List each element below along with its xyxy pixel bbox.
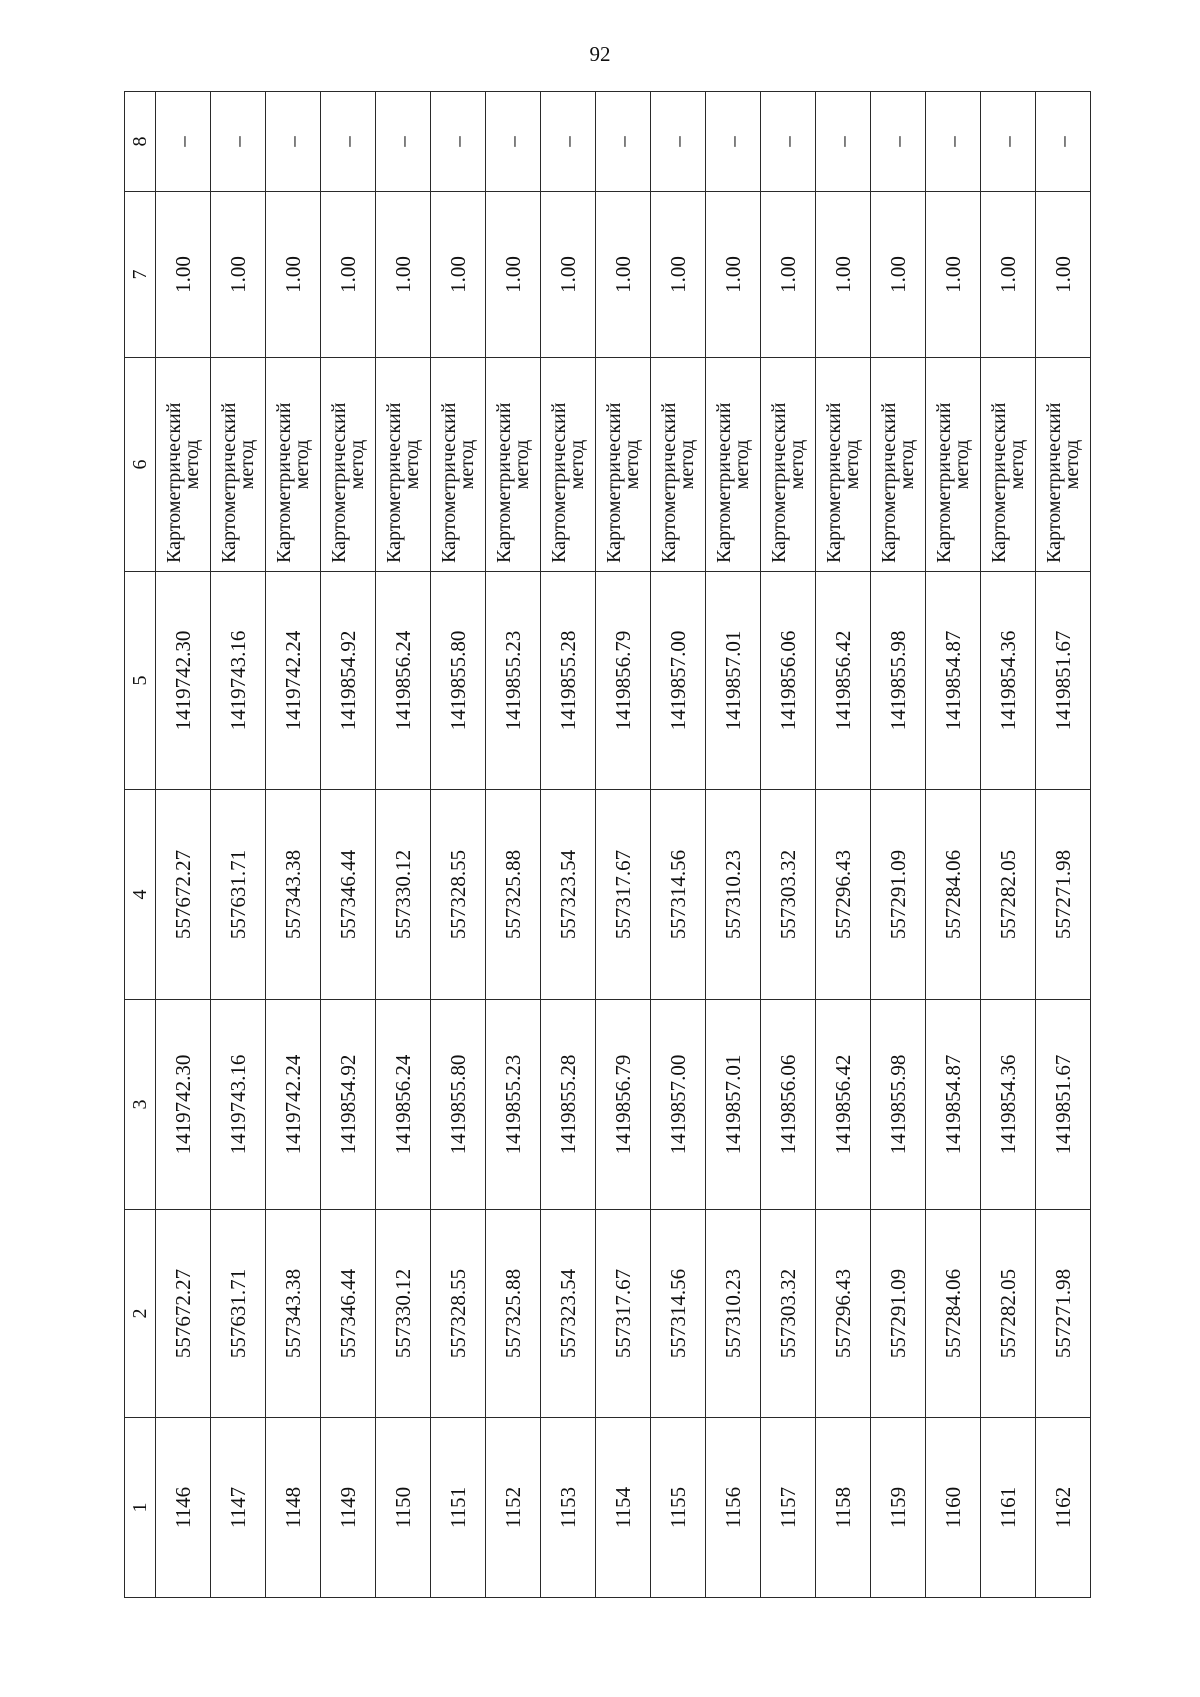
table-cell-col-3: 1419855.28	[541, 1000, 596, 1210]
column-header-6: 6	[125, 358, 156, 572]
coordinates-table-container	[124, 92, 1083, 1598]
table-cell-col-6	[376, 358, 431, 572]
table-cell-col-7: 1.00	[431, 192, 486, 358]
method-line-1: Картометрический	[988, 402, 1010, 563]
table-row	[321, 92, 376, 1598]
table-cell-col-8: –	[926, 92, 981, 192]
table-cell-col-8: –	[706, 92, 761, 192]
table-cell-col-6	[981, 358, 1036, 572]
table-cell-col-8: –	[596, 92, 651, 192]
table-cell-col-3: 1419742.30	[156, 1000, 211, 1210]
table-cell-col-7: 1.00	[376, 192, 431, 358]
table-cell-col-7: 1.00	[266, 192, 321, 358]
method-line-1: Картометрический	[163, 402, 185, 563]
table-cell-col-4: 557631.71	[211, 790, 266, 1000]
method-line-2: метод	[621, 439, 643, 490]
table-cell-col-8: –	[376, 92, 431, 192]
method-line-1: Картометрический	[1043, 402, 1065, 563]
table-cell-col-4: 557303.32	[761, 790, 816, 1000]
table-cell-col-4: 557310.23	[706, 790, 761, 1000]
table-cell-col-5: 1419856.06	[761, 572, 816, 790]
table-cell-col-3: 1419743.16	[211, 1000, 266, 1210]
table-cell-col-7: 1.00	[211, 192, 266, 358]
method-line-2: метод	[786, 439, 808, 490]
table-cell-col-1: 1156	[706, 1418, 761, 1598]
table-cell-col-7: 1.00	[651, 192, 706, 358]
table-row	[926, 92, 981, 1598]
table-cell-col-5: 1419857.00	[651, 572, 706, 790]
table-cell-col-3: 1419857.00	[651, 1000, 706, 1210]
table-cell-col-7: 1.00	[321, 192, 376, 358]
method-line-1: Картометрический	[658, 402, 680, 563]
table-cell-col-7: 1.00	[981, 192, 1036, 358]
table-cell-col-8: –	[266, 92, 321, 192]
table-row	[761, 92, 816, 1598]
table-cell-col-6	[266, 358, 321, 572]
table-cell-col-2: 557310.23	[706, 1210, 761, 1418]
table-cell-col-4: 557343.38	[266, 790, 321, 1000]
table-cell-col-3: 1419856.06	[761, 1000, 816, 1210]
coordinates-table	[124, 91, 1091, 1598]
table-cell-col-1: 1158	[816, 1418, 871, 1598]
table-header	[125, 92, 156, 1598]
table-row	[596, 92, 651, 1598]
table-cell-col-4: 557282.05	[981, 790, 1036, 1000]
column-header-3: 3	[125, 1000, 156, 1210]
method-line-2: метод	[951, 439, 973, 490]
table-cell-col-7: 1.00	[871, 192, 926, 358]
table-cell-col-4: 557314.56	[651, 790, 706, 1000]
table-cell-col-4: 557284.06	[926, 790, 981, 1000]
table-cell-col-2: 557284.06	[926, 1210, 981, 1418]
table-cell-col-1: 1147	[211, 1418, 266, 1598]
table-cell-col-5: 1419851.67	[1036, 572, 1091, 790]
method-line-1: Картометрический	[603, 402, 625, 563]
table-cell-col-2: 557282.05	[981, 1210, 1036, 1418]
table-cell-col-2: 557672.27	[156, 1210, 211, 1418]
column-header-2: 2	[125, 1210, 156, 1418]
method-line-2: метод	[841, 439, 863, 490]
table-cell-col-8: –	[1036, 92, 1091, 192]
table-cell-col-2: 557328.55	[431, 1210, 486, 1418]
table-cell-col-4: 557291.09	[871, 790, 926, 1000]
table-row	[816, 92, 871, 1598]
table-cell-col-7: 1.00	[761, 192, 816, 358]
method-line-1: Картометрический	[768, 402, 790, 563]
table-cell-col-5: 1419854.87	[926, 572, 981, 790]
table-cell-col-6	[596, 358, 651, 572]
table-cell-col-6	[871, 358, 926, 572]
table-cell-col-5: 1419857.01	[706, 572, 761, 790]
table-cell-col-8: –	[651, 92, 706, 192]
table-cell-col-3: 1419854.87	[926, 1000, 981, 1210]
table-cell-col-5: 1419742.24	[266, 572, 321, 790]
table-cell-col-1: 1154	[596, 1418, 651, 1598]
table-cell-col-6	[761, 358, 816, 572]
method-line-1: Картометрический	[218, 402, 240, 563]
table-row	[706, 92, 761, 1598]
table-cell-col-7: 1.00	[706, 192, 761, 358]
method-line-2: метод	[1006, 439, 1028, 490]
table-cell-col-4: 557330.12	[376, 790, 431, 1000]
method-line-2: метод	[236, 439, 258, 490]
method-line-2: метод	[511, 439, 533, 490]
method-line-1: Картометрический	[548, 402, 570, 563]
table-cell-col-3: 1419855.98	[871, 1000, 926, 1210]
column-header-4: 4	[125, 790, 156, 1000]
table-row	[871, 92, 926, 1598]
table-cell-col-4: 557346.44	[321, 790, 376, 1000]
table-cell-col-8: –	[486, 92, 541, 192]
method-line-2: метод	[291, 439, 313, 490]
table-cell-col-4: 557328.55	[431, 790, 486, 1000]
table-cell-col-2: 557296.43	[816, 1210, 871, 1418]
table-cell-col-5: 1419855.80	[431, 572, 486, 790]
table-cell-col-1: 1150	[376, 1418, 431, 1598]
table-cell-col-7: 1.00	[596, 192, 651, 358]
method-line-2: метод	[346, 439, 368, 490]
table-cell-col-5: 1419856.79	[596, 572, 651, 790]
table-cell-col-3: 1419854.92	[321, 1000, 376, 1210]
table-cell-col-8: –	[871, 92, 926, 192]
table-row	[1036, 92, 1091, 1598]
table-cell-col-5: 1419856.42	[816, 572, 871, 790]
column-header-1: 1	[125, 1418, 156, 1598]
table-cell-col-2: 557330.12	[376, 1210, 431, 1418]
page-number: 92	[589, 42, 611, 66]
table-cell-col-7: 1.00	[486, 192, 541, 358]
table-row	[651, 92, 706, 1598]
table-cell-col-1: 1159	[871, 1418, 926, 1598]
table-cell-col-3: 1419855.23	[486, 1000, 541, 1210]
table-cell-col-1: 1152	[486, 1418, 541, 1598]
table-row	[156, 92, 211, 1598]
table-cell-col-3: 1419856.24	[376, 1000, 431, 1210]
table-cell-col-2: 557291.09	[871, 1210, 926, 1418]
column-header-8: 8	[125, 92, 156, 192]
table-cell-col-1: 1160	[926, 1418, 981, 1598]
method-line-1: Картометрический	[328, 402, 350, 563]
table-cell-col-8: –	[541, 92, 596, 192]
method-line-1: Картометрический	[383, 402, 405, 563]
table-cell-col-8: –	[156, 92, 211, 192]
table-cell-col-6	[541, 358, 596, 572]
table-cell-col-1: 1149	[321, 1418, 376, 1598]
table-cell-col-8: –	[761, 92, 816, 192]
table-cell-col-5: 1419855.23	[486, 572, 541, 790]
table-cell-col-1: 1155	[651, 1418, 706, 1598]
table-cell-col-7: 1.00	[1036, 192, 1091, 358]
table-cell-col-4: 557317.67	[596, 790, 651, 1000]
table-cell-col-8: –	[816, 92, 871, 192]
table-cell-col-3: 1419857.01	[706, 1000, 761, 1210]
table-cell-col-2: 557303.32	[761, 1210, 816, 1418]
table-row	[431, 92, 486, 1598]
table-cell-col-8: –	[981, 92, 1036, 192]
table-row	[486, 92, 541, 1598]
table-cell-col-6	[431, 358, 486, 572]
table-cell-col-6	[1036, 358, 1091, 572]
table-cell-col-5: 1419854.36	[981, 572, 1036, 790]
method-line-2: метод	[896, 439, 918, 490]
table-cell-col-8: –	[431, 92, 486, 192]
table-cell-col-7: 1.00	[541, 192, 596, 358]
table-cell-col-4: 557296.43	[816, 790, 871, 1000]
table-cell-col-6	[706, 358, 761, 572]
table-cell-col-5: 1419743.16	[211, 572, 266, 790]
table-cell-col-1: 1151	[431, 1418, 486, 1598]
method-line-1: Картометрический	[273, 402, 295, 563]
table-cell-col-7: 1.00	[926, 192, 981, 358]
table-cell-col-6	[651, 358, 706, 572]
table-cell-col-5: 1419855.98	[871, 572, 926, 790]
table-cell-col-5: 1419856.24	[376, 572, 431, 790]
method-line-1: Картометрический	[823, 402, 845, 563]
table-cell-col-3: 1419855.80	[431, 1000, 486, 1210]
method-line-1: Картометрический	[713, 402, 735, 563]
table-cell-col-3: 1419856.79	[596, 1000, 651, 1210]
header-row	[125, 92, 156, 1598]
table-cell-col-4: 557672.27	[156, 790, 211, 1000]
method-line-2: метод	[566, 439, 588, 490]
table-cell-col-5: 1419742.30	[156, 572, 211, 790]
table-cell-col-4: 557271.98	[1036, 790, 1091, 1000]
method-line-2: метод	[1061, 439, 1083, 490]
table-cell-col-8: –	[211, 92, 266, 192]
rotated-table-frame	[124, 92, 1083, 1598]
table-cell-col-7: 1.00	[816, 192, 871, 358]
table-cell-col-3: 1419851.67	[1036, 1000, 1091, 1210]
table-cell-col-2: 557343.38	[266, 1210, 321, 1418]
table-cell-col-8: –	[321, 92, 376, 192]
table-body	[156, 92, 1091, 1598]
method-line-2: метод	[731, 439, 753, 490]
table-row	[541, 92, 596, 1598]
method-line-2: метод	[401, 439, 423, 490]
table-cell-col-5: 1419854.92	[321, 572, 376, 790]
table-cell-col-5: 1419855.28	[541, 572, 596, 790]
table-cell-col-1: 1162	[1036, 1418, 1091, 1598]
table-cell-col-2: 557314.56	[651, 1210, 706, 1418]
table-cell-col-3: 1419854.36	[981, 1000, 1036, 1210]
table-row	[376, 92, 431, 1598]
table-cell-col-2: 557323.54	[541, 1210, 596, 1418]
table-cell-col-2: 557346.44	[321, 1210, 376, 1418]
table-row	[211, 92, 266, 1598]
table-cell-col-3: 1419856.42	[816, 1000, 871, 1210]
table-row	[266, 92, 321, 1598]
column-header-5: 5	[125, 572, 156, 790]
table-cell-col-1: 1153	[541, 1418, 596, 1598]
table-cell-col-6	[156, 358, 211, 572]
table-row	[981, 92, 1036, 1598]
method-line-1: Картометрический	[878, 402, 900, 563]
table-cell-col-2: 557325.88	[486, 1210, 541, 1418]
table-cell-col-6	[321, 358, 376, 572]
table-cell-col-1: 1161	[981, 1418, 1036, 1598]
table-cell-col-2: 557317.67	[596, 1210, 651, 1418]
table-cell-col-4: 557323.54	[541, 790, 596, 1000]
method-line-1: Картометрический	[438, 402, 460, 563]
table-cell-col-6	[486, 358, 541, 572]
table-cell-col-2: 557631.71	[211, 1210, 266, 1418]
table-cell-col-4: 557325.88	[486, 790, 541, 1000]
table-cell-col-1: 1157	[761, 1418, 816, 1598]
table-cell-col-1: 1148	[266, 1418, 321, 1598]
table-cell-col-6	[816, 358, 871, 572]
table-cell-col-6	[211, 358, 266, 572]
table-cell-col-6	[926, 358, 981, 572]
method-line-1: Картометрический	[933, 402, 955, 563]
table-cell-col-7: 1.00	[156, 192, 211, 358]
column-header-7: 7	[125, 192, 156, 358]
method-line-2: метод	[456, 439, 478, 490]
method-line-1: Картометрический	[493, 402, 515, 563]
table-cell-col-3: 1419742.24	[266, 1000, 321, 1210]
table-cell-col-2: 557271.98	[1036, 1210, 1091, 1418]
method-line-2: метод	[181, 439, 203, 490]
method-line-2: метод	[676, 439, 698, 490]
table-cell-col-1: 1146	[156, 1418, 211, 1598]
